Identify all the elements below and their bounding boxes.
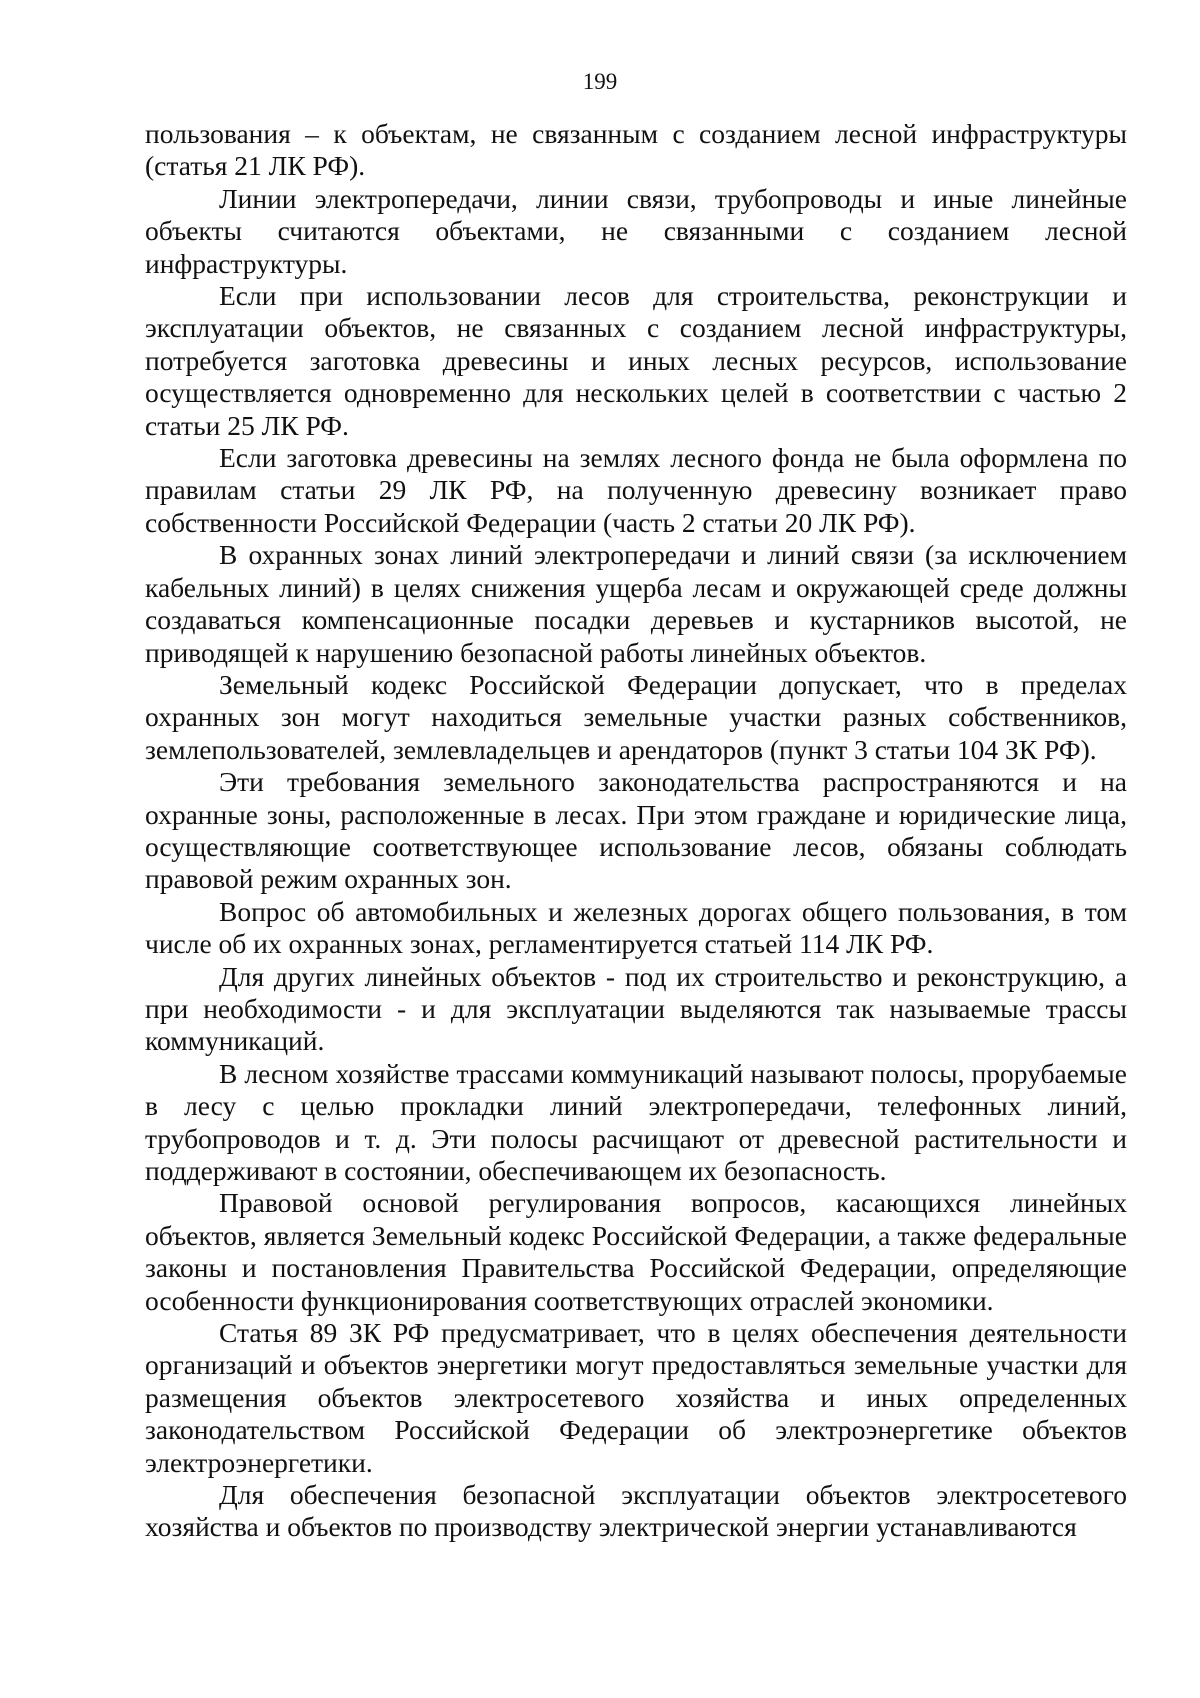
paragraph-6: Земельный кодекс Российской Федерации допускает, что в пределах охранных зон могут находиться земельные участки разных собственников, землепользователей, землевладельцев и арендаторов (пункт 3 статьи 104 ЗК РФ).: [145, 668, 1127, 765]
paragraph-13: Для обеспечения безопасной эксплуатации объектов электросетевого хозяйства и объектов по производству электрической энергии устанавливаются: [145, 1479, 1127, 1543]
paragraph-10: В лесном хозяйстве трассами коммуникаций называют полосы, прорубаемые в лесу с целью прокладки линий электропередачи, телефонных линий, трубопроводов и т. д. Эти полосы расчищают от древесной растительности и поддерживают в состоянии, обеспечивающем их безопасность.: [145, 1057, 1127, 1186]
paragraph-11: Правовой основой регулирования вопросов, касающихся линейных объектов, является Земельный кодекс Российской Федерации, а также федеральные законы и постановления Правительства Российской Федерации, определяющие особенности функционирования соответствующих отраслей экономики.: [145, 1187, 1127, 1316]
paragraph-4: Если заготовка древесины на землях лесного фонда не была оформлена по правилам статьи 29 ЛК РФ, на полученную древесину возникает право собственности Российской Федерации (часть 2 статьи 20 ЛК РФ).: [145, 442, 1127, 538]
paragraph-2: Линии электропередачи, линии связи, трубопроводы и иные линейные объекты считаются объектами, не связанными с созданием лесной инфраструктуры.: [145, 182, 1127, 279]
paragraph-5: В охранных зонах линий электропередачи и линий связи (за исключением кабельных линий) в целях снижения ущерба лесам и окружающей среде должны создаваться компенсационные посадки деревьев и кустарников высотой, не приводящей к нарушению безопасной работы линейных объектов.: [145, 539, 1127, 668]
paragraph-7: Эти требования земельного законодательства распространяются и на охранные зоны, расположенные в лесах. При этом граждане и юридические лица, осуществляющие соответствующее использование лесов, обязаны соблюдать правовой режим охранных зон.: [145, 766, 1127, 895]
paragraph-3: Если при использовании лесов для строительства, реконструкции и эксплуатации объектов, не связанных с созданием лесной инфраструктуры, потребуется заготовка древесины и иных лесных ресурсов, использование осуществляется одновременно для нескольких целей в соответствии с частью 2 статьи 25 ЛК РФ.: [145, 280, 1127, 441]
paragraph-12: Статья 89 ЗК РФ предусматривает, что в целях обеспечения деятельности организаций и объектов энергетики могут предоставляться земельные участки для размещения объектов электросетевого хозяйства и иных определенных законодательством Российской Федерации об электроэнергетике объектов электроэнергетики.: [145, 1317, 1127, 1478]
paragraph-8: Вопрос об автомобильных и железных дорогах общего пользования, в том числе об их охранных зонах, регламентируется статьей 114 ЛК РФ.: [145, 895, 1127, 960]
paragraph-1: пользования – к объектам, не связанным с созданием лесной инфраструктуры (статья 21 ЛК РФ).: [145, 118, 1127, 182]
body-text: [145, 118, 1127, 1544]
paragraph-9: Для других линейных объектов - под их строительство и реконструкцию, а при необходимости - и для эксплуатации выделяются так называемые трассы коммуникаций.: [145, 960, 1127, 1057]
page-number: 199: [582, 69, 618, 94]
